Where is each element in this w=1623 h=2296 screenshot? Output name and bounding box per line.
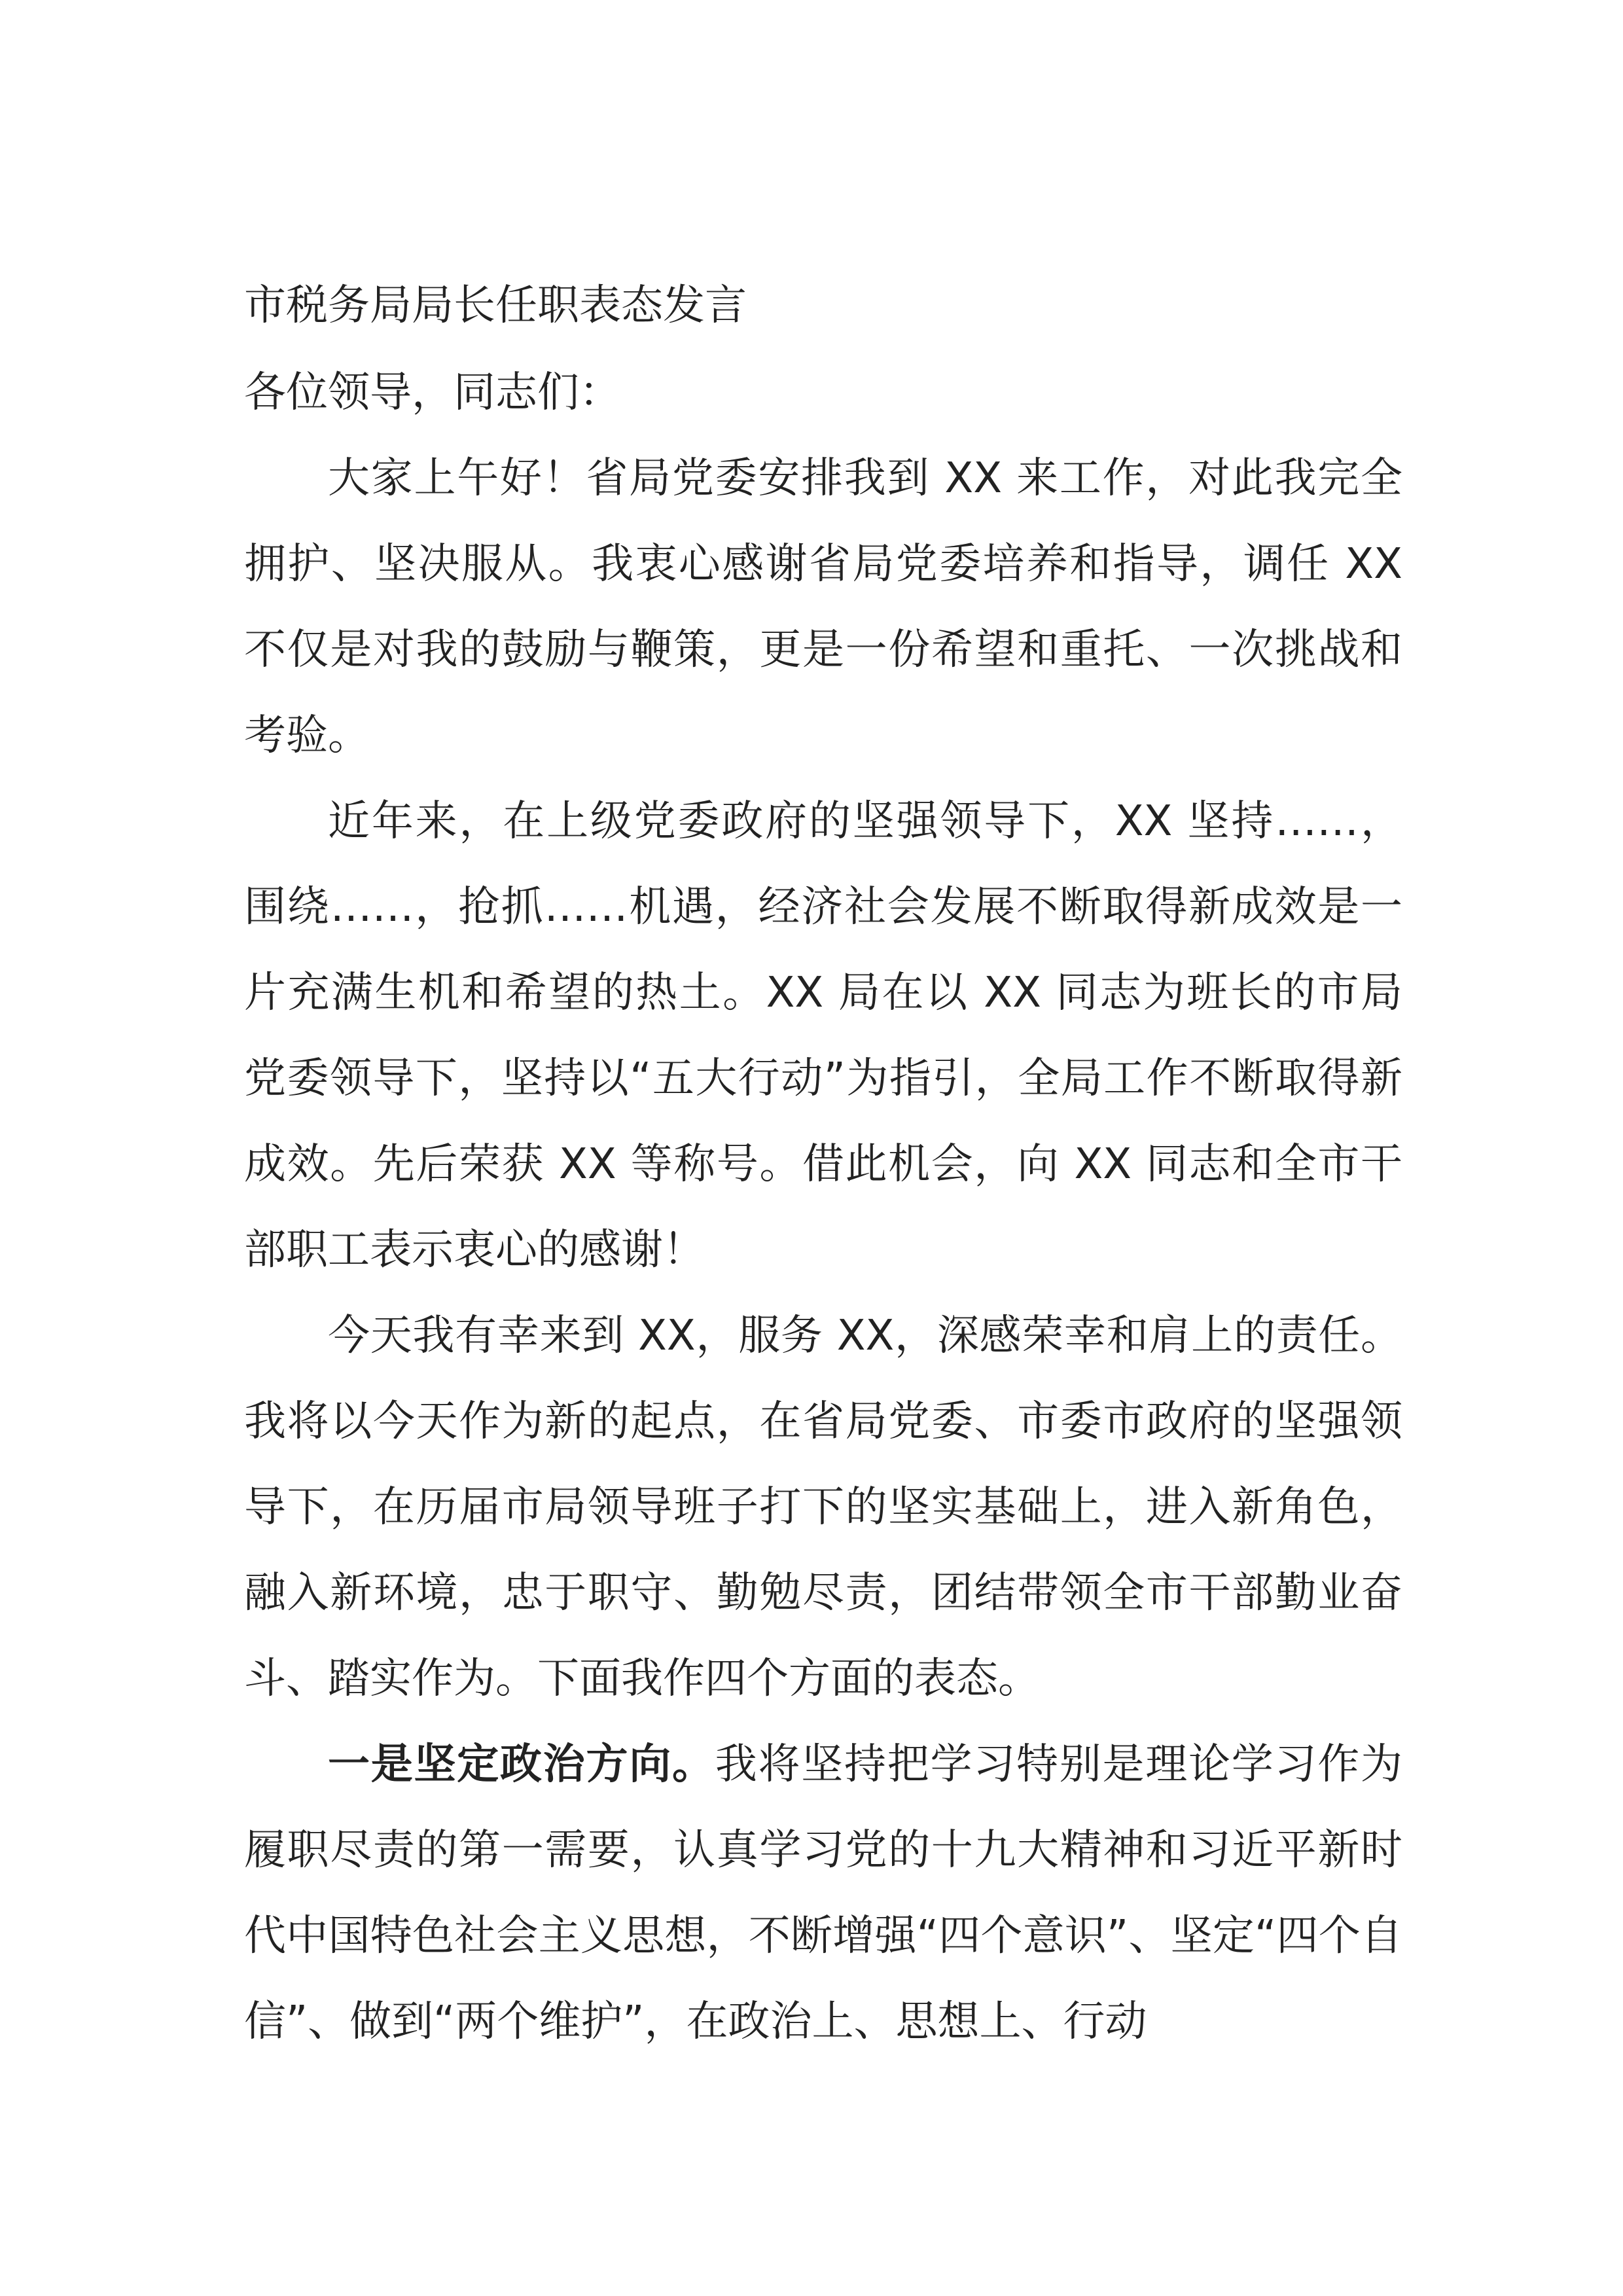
paragraph-2-text: 近年来，在上级党委政府的坚强领导下，XX 坚持……，围绕……，抢抓……机遇，经济社会发展不断取得新成效是一片充满生机和希望的热土。XX 局在以 XX 同志为班长的市局党委领导下，坚持以“五大行动”为指引，全局工作不断取得新成效。先后荣获 XX 等称号。借此机会，向 XX 同志和全市干部职工表示衷心的感谢！ [244,797,1402,1274]
document-body [244,263,1402,2065]
document-title: 市税务局局长任职表态发言 [244,281,747,330]
paragraph-2 [244,779,1402,1293]
paragraph-3 [244,1293,1402,1722]
paragraph-4-lead: 一是坚定政治方向。 [328,1740,715,1789]
paragraph-1-text: 大家上午好！省局党委安排我到 XX 来工作，对此我完全拥护、坚决服从。我衷心感谢省局党委培养和指导，调任 XX 不仅是对我的鼓励与鞭策，更是一份希望和重托、一次挑战和考验。 [244,454,1402,760]
paragraph-4-text: 我将坚持把学习特别是理论学习作为履职尽责的第一需要，认真学习党的十九大精神和习近平新时代中国特色社会主义思想，不断增强“四个意识”、坚定“四个自信”、做到“两个维护”，在政治上、思想上、行动 [244,1740,1402,2046]
paragraph-3-text: 今天我有幸来到 XX，服务 XX，深感荣幸和肩上的责任。我将以今天作为新的起点，在省局党委、市委市政府的坚强领导下，在历届市局领导班子打下的坚实基础上，进入新角色，融入新环境，忠于职守、勤勉尽责，团结带领全市干部勤业奋斗、踏实作为。下面我作四个方面的表态。 [244,1312,1402,1703]
salutation: 各位领导，同志们： [244,368,621,417]
paragraph-1 [244,436,1402,779]
paragraph-4 [244,1722,1402,2065]
